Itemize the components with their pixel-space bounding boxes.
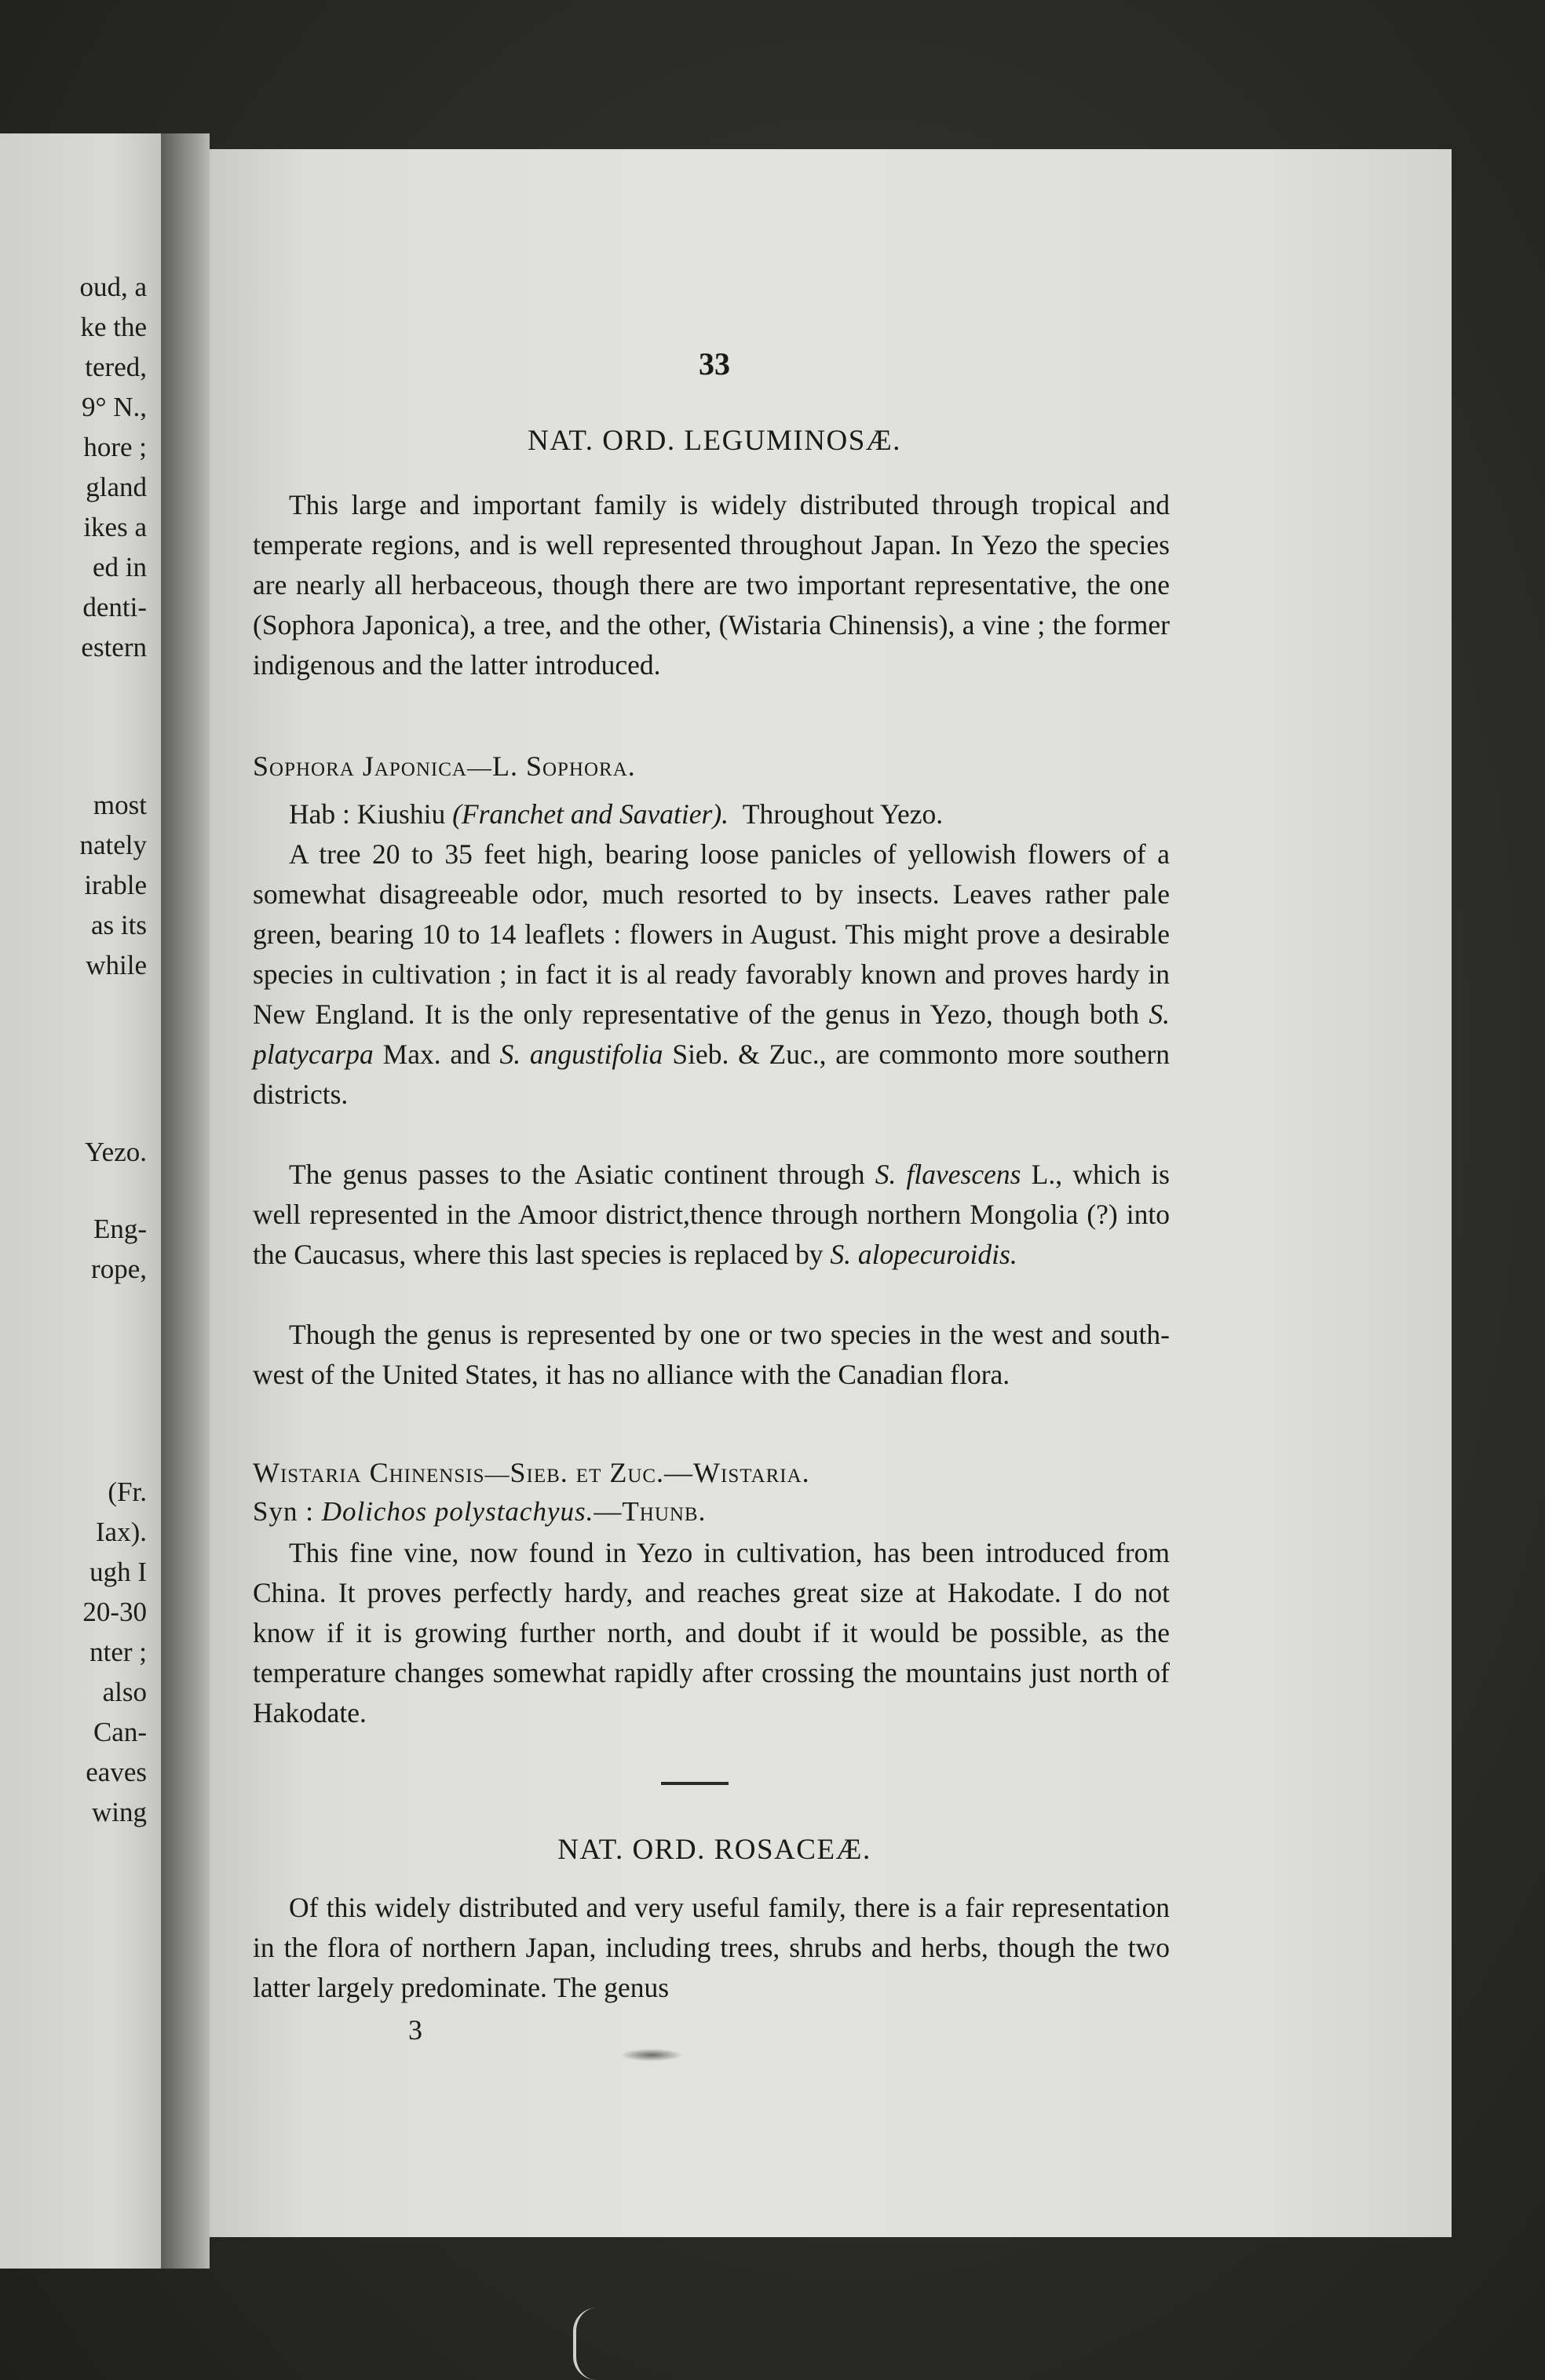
left-page-line: eaves — [86, 1757, 147, 1787]
left-page-line: estern — [81, 632, 147, 663]
sophora-alliance: Though the genus is represented by one or two species in the west and south-west of the United States, it has no alliance with the Canadian flora. — [253, 1319, 1170, 1390]
sophora-habitat: Hab : Kiushiu (Franchet and Savatier). Throughout Yezo. — [289, 798, 944, 830]
left-page-line: gland — [86, 472, 147, 502]
leguminosae-intro: This large and important family is widely distributed through tropical and temperate regions, and is well represented throughout Japan. In Yezo the species are nearly all herbaceous, though there are two important representative, the one (Sophora Japonica), a tree, and the other, (Wistaria Chinensis), a vine ; the former indigenous and the latter introduced. — [253, 489, 1170, 681]
left-page-line: most — [93, 790, 147, 820]
entry-head-sophora: Sophora Japonica—L. Sophora. — [253, 750, 636, 782]
section-heading-rosaceae: NAT. ORD. ROSACEÆ. — [557, 1834, 871, 1866]
left-page-line: ed in — [92, 552, 147, 582]
scan-artifact — [573, 2308, 608, 2380]
ink-smudge — [620, 2049, 683, 2061]
wistaria-synonym: Syn : Dolichos polystachyus.—Thunb. — [253, 1496, 707, 1527]
left-page-line: ikes a — [83, 512, 147, 542]
left-page-line: rope, — [91, 1254, 147, 1284]
left-page-line: denti- — [82, 592, 147, 622]
left-page-line: Can- — [93, 1717, 147, 1747]
left-page-line: wing — [92, 1797, 147, 1827]
entry-head-wistaria: Wistaria Chinensis—Sieb. et Zuc.—Wistaria. — [253, 1457, 810, 1488]
book-gutter — [161, 133, 210, 2269]
left-page-line: irable — [84, 870, 147, 900]
left-page-line: ugh I — [89, 1557, 147, 1587]
wistaria-description: This fine vine, now found in Yezo in cultivation, has been introduced from China. It proves perfectly hardy, and reaches great size at Hakodate. I do not know if it is growing further north, and doubt if it would be possible, as the temperature changes somewhat rapidly after crossing the mountains just north of Hakodate. — [253, 1537, 1170, 1728]
left-page-line: Eng- — [93, 1214, 147, 1244]
sophora-name: Sophora Japonica — [253, 750, 467, 782]
left-page-line: nately — [79, 830, 147, 860]
page-number: 33 — [699, 346, 730, 381]
sophora-description: A tree 20 to 35 feet high, bearing loose panicles of yellowish flowers of a somewhat disagreeable odor, much resorted to by insects. Leaves rather pale green, bearing 10 to 14 leaflets : flowers in August. This might prove a desirable species in cultivation ; in fact it is al ready favorably known and proves hardy in New England. It is the only representative of the genus in Yezo, though both S. platycarpa Max. and S. angustifolia Sieb. & Zuc., are commonto more southern districts. — [253, 838, 1171, 1110]
left-page-line: hore ; — [83, 432, 147, 462]
left-page-line: oud, a — [79, 272, 147, 302]
wistaria-authority: Sieb. et Zuc.—Wistaria. — [510, 1457, 810, 1488]
left-page-line: tered, — [85, 352, 147, 382]
section-heading-leguminosae: NAT. ORD. LEGUMINOSÆ. — [528, 425, 901, 457]
left-page-line: Yezo. — [84, 1137, 147, 1167]
left-page-line: while — [86, 950, 147, 980]
left-page-line: Iax). — [95, 1517, 147, 1547]
left-page-line: nter ; — [89, 1637, 147, 1667]
left-page-line: ke the — [80, 312, 147, 342]
left-facing-page — [0, 133, 161, 2269]
section-divider — [661, 1782, 729, 1785]
sophora-authority: L. Sophora. — [491, 750, 636, 782]
left-page-line: as its — [91, 910, 147, 940]
left-page-line: (Fr. — [108, 1477, 147, 1507]
signature-mark: 3 — [408, 2014, 422, 2046]
rosaceae-intro: Of this widely distributed and very useful family, there is a fair representation in the flora of northern Japan, including trees, shrubs and herbs, though the two latter largely predominate. The genus — [253, 1892, 1170, 2003]
sophora-distribution: The genus passes to the Asiatic continent through S. flavescens L., which is well represented in the Amoor district,thence through northern Mongolia (?) into the Caucasus, where this last species is replaced by S. alopecuroidis. — [253, 1159, 1171, 1270]
left-page-line: 9° N., — [81, 392, 147, 422]
left-page-line: 20-30 — [82, 1597, 147, 1627]
left-page-line: also — [102, 1677, 147, 1707]
wistaria-name: Wistaria Chinensis — [253, 1457, 485, 1488]
